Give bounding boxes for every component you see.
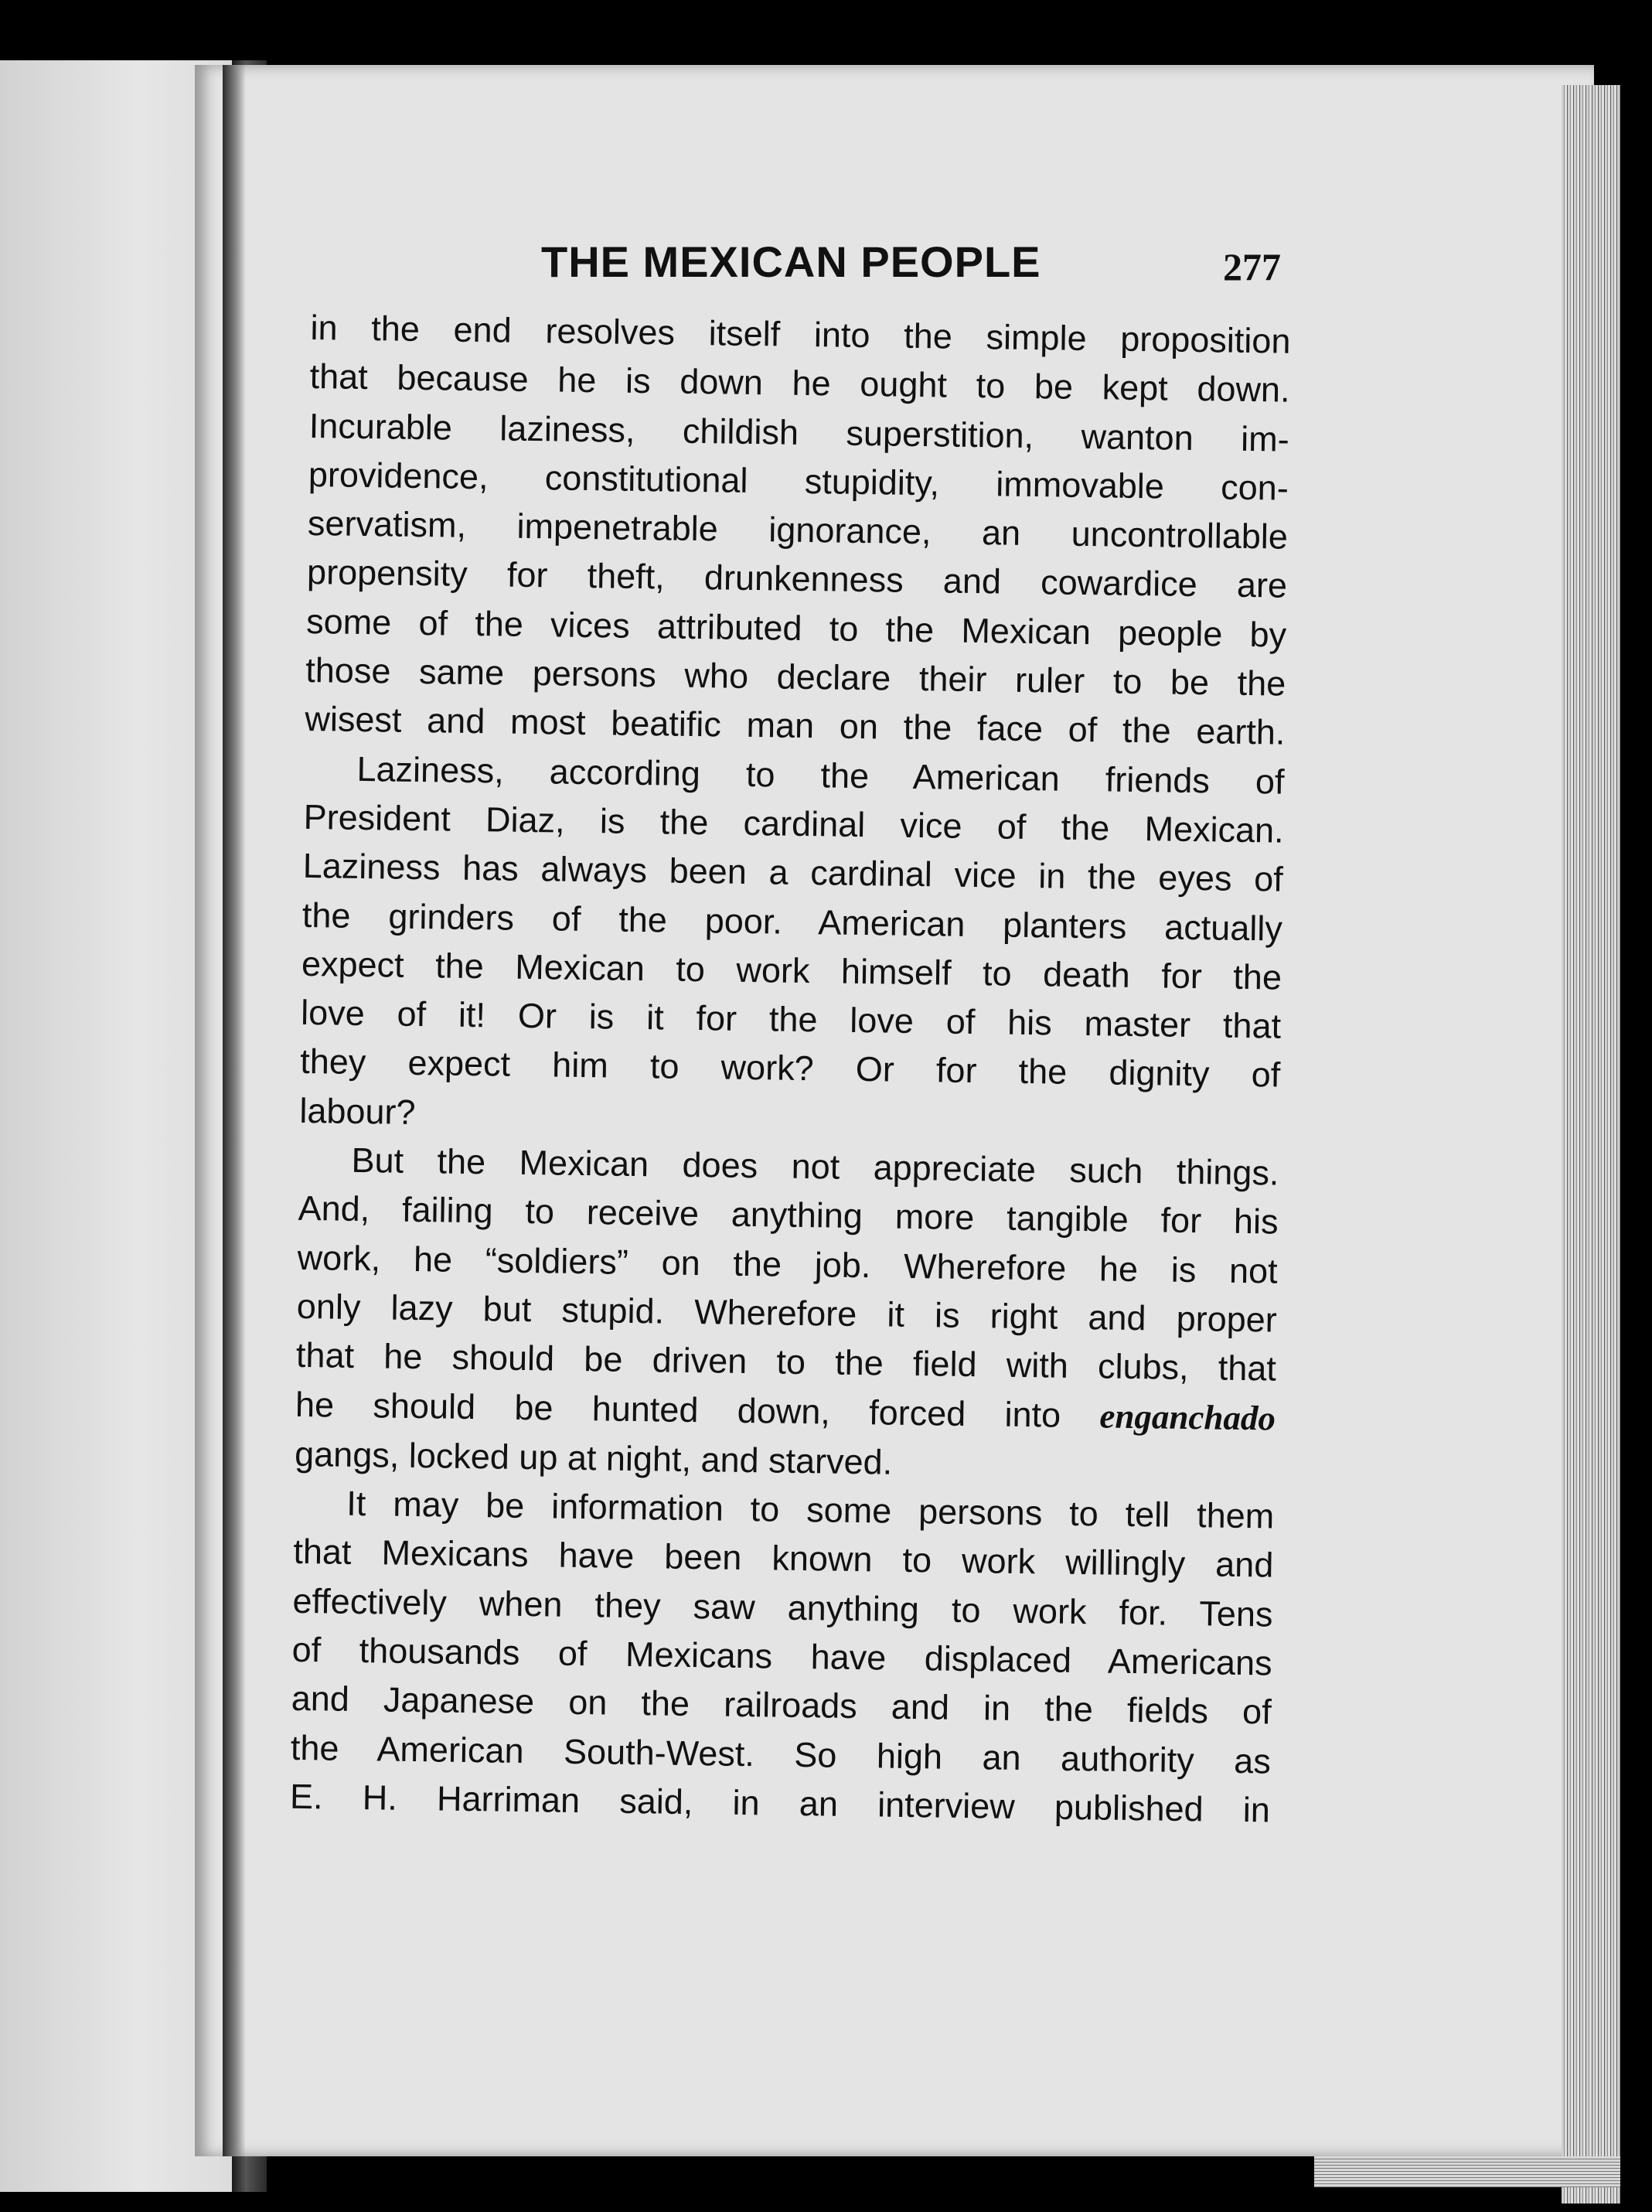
paragraph-1: [305, 303, 1291, 757]
page-binding-shadow: [223, 65, 246, 2156]
text-line-segment: he should be hunted down, forced into: [295, 1384, 1061, 1435]
text-line: those same persons who declare their ruler to be the: [305, 650, 1286, 704]
text-line: only lazy but stupid. Wherefore it is right and proper: [296, 1286, 1278, 1340]
text-line: that he should be driven to the field with clubs, that: [295, 1335, 1277, 1389]
paragraph-3: [295, 1135, 1279, 1492]
running-header-title: THE MEXICAN PEOPLE: [541, 237, 1041, 286]
text-line: propensity for theft, drunkenness and cowardice are: [306, 552, 1288, 606]
text-line: providence, constitutional stupidity, immovable con-: [308, 454, 1289, 508]
text-line: But the Mexican does not appreciate such things.: [351, 1140, 1279, 1193]
stacked-page-edges-bottom: [1314, 2156, 1620, 2187]
page-number: 277: [1223, 245, 1281, 288]
paragraph-2: [299, 744, 1285, 1149]
text-line: love of it! Or is it for the love of his master that: [300, 993, 1282, 1046]
text-line: expect the Mexican to work himself to death for the: [301, 943, 1282, 997]
text-line: they expect him to work? Or for the dignity of: [299, 1041, 1281, 1096]
text-line: President Diaz, is the cardinal vice of the Mexican.: [303, 796, 1284, 850]
text-line: servatism, impenetrable ignorance, an uncontrollable: [307, 503, 1289, 557]
text-line: Incurable laziness, childish superstition, wanton im-: [308, 405, 1290, 459]
paragraph-4: [290, 1478, 1275, 1835]
text-line: some of the vices attributed to the Mexican people by: [305, 601, 1287, 655]
text-line: in the end resolves itself into the simple proposition: [310, 307, 1291, 361]
text-line: labour?: [299, 1090, 416, 1132]
text-line: wisest and most beatific man on the face of the earth.: [305, 699, 1286, 753]
text-line: the grinders of the poor. American planters actually: [301, 895, 1283, 949]
text-line: gangs, locked up at night, and starved.: [294, 1433, 893, 1482]
text-line: effectively when they saw anything to work for. Tens: [292, 1580, 1273, 1634]
text-line: that Mexicans have been known to work willingly and: [293, 1532, 1274, 1585]
text-line: E. H. Harriman said, in an interview published in: [289, 1776, 1271, 1830]
text-line: And, failing to receive anything more tangible for his: [298, 1188, 1279, 1242]
stacked-page-edges: [1562, 85, 1620, 2203]
text-line: work, he “soldiers” on the job. Wherefore he is not: [297, 1237, 1279, 1291]
text-line: Laziness has always been a cardinal vice in the eyes of: [302, 846, 1284, 899]
text-line: of thousands of Mexicans have displaced Americans: [291, 1629, 1272, 1683]
italic-word: enganchado: [1099, 1396, 1276, 1438]
text-line: Laziness, according to the American friends of: [356, 748, 1285, 802]
text-line: the American South-West. So high an authority as: [290, 1727, 1272, 1781]
text-line: that because he is down he ought to be kept down.: [309, 356, 1290, 410]
text-line: and Japanese on the railroads and in the fields of: [291, 1679, 1272, 1732]
text-line: It may be information to some persons to tell them: [346, 1483, 1275, 1536]
body-text: [290, 303, 1291, 1835]
